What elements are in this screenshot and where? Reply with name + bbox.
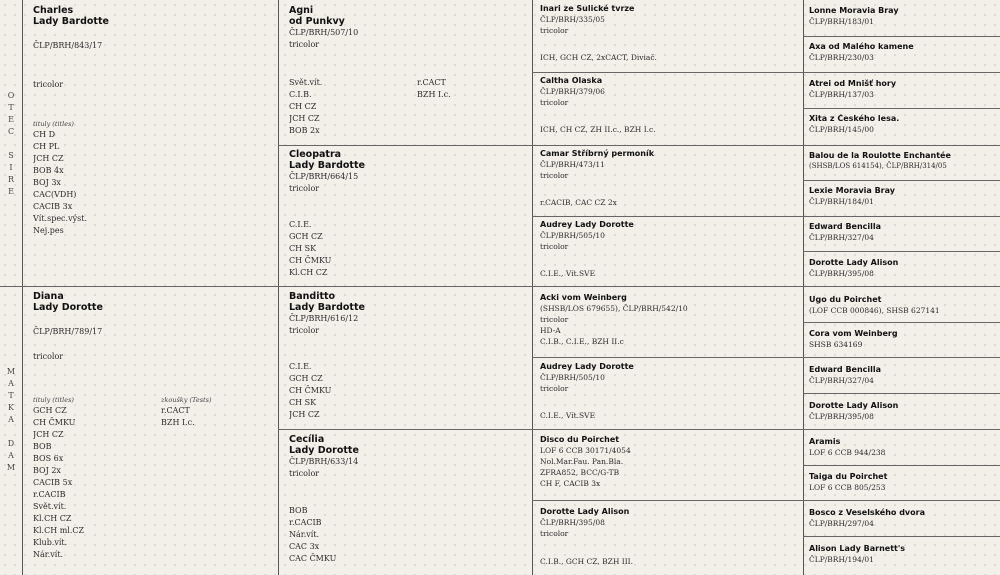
gen4-cell bbox=[809, 544, 997, 572]
dam-title: CACIB 5x bbox=[33, 478, 73, 487]
grandparent-title: CH SK bbox=[289, 244, 317, 253]
ancestor-titles: ICH, GCH CZ, 2xCACT, Diviač. bbox=[540, 53, 657, 62]
gen4-cell bbox=[809, 151, 997, 179]
grandparent-cell bbox=[289, 291, 529, 427]
dam-title: Kl.CH ml.CZ bbox=[33, 526, 85, 535]
great-grandparent-cell bbox=[540, 76, 800, 142]
column-divider bbox=[532, 0, 533, 575]
ancestor-reg: ČLP/BRH/184/01 bbox=[809, 197, 874, 206]
ancestor-reg: ČLP/BRH/327/04 bbox=[809, 376, 874, 385]
sire-cell bbox=[33, 5, 273, 283]
dam-title: Klub.vít. bbox=[33, 538, 68, 547]
ancestor-name: Lonne Moravia Bray bbox=[809, 6, 899, 15]
ancestor-titles: C.I.E., Vít.SVE bbox=[540, 411, 596, 420]
ancestor-reg: ČLP/BRH/183/01 bbox=[809, 17, 874, 26]
ancestor-name: Acki vom Weinberg bbox=[540, 293, 627, 302]
side-letter: E bbox=[8, 187, 14, 196]
ancestor-name: Cora vom Weinberg bbox=[809, 329, 898, 338]
grandparent-title: C.I.E. bbox=[289, 362, 312, 371]
grandparent-title: CAC ČMKU bbox=[289, 554, 337, 563]
great-grandparent-cell bbox=[540, 4, 800, 70]
ancestor-reg: ČLP/BRH/145/00 bbox=[809, 125, 874, 134]
ancestor-name: Axa od Malého kamene bbox=[809, 42, 914, 51]
ancestor-reg: ČLP/BRH/137/03 bbox=[809, 90, 874, 99]
ancestor-name: Audrey Lady Dorotte bbox=[540, 220, 634, 229]
grandparent-titles bbox=[289, 219, 529, 279]
ancestor-titles: C.I.B., GCH CZ, BZH III. bbox=[540, 557, 634, 566]
grandparent-kennel: Lady Dorotte bbox=[289, 445, 359, 456]
side-letter: M bbox=[6, 367, 16, 376]
dam-title: CH ČMKU bbox=[33, 418, 76, 427]
dam-title: GCH CZ bbox=[33, 406, 67, 415]
column-divider bbox=[803, 0, 804, 575]
grandparent-title: CH SK bbox=[289, 398, 317, 407]
dam-title: r.CACIB bbox=[33, 490, 66, 499]
side-letter: A bbox=[8, 379, 14, 388]
dam-title: Nár.vít. bbox=[33, 550, 64, 559]
ancestor-reg: ČLP/BRH/505/10 bbox=[540, 373, 605, 382]
grandparent-reg: ČLP/BRH/616/12 bbox=[289, 314, 359, 323]
row-divider bbox=[803, 180, 1000, 181]
side-letter: R bbox=[7, 175, 15, 184]
ancestor-reg: ČLP/BRH/335/05 bbox=[540, 15, 605, 24]
dam-reg: ČLP/BRH/789/17 bbox=[33, 327, 103, 336]
gen4-cell bbox=[809, 472, 997, 500]
grandparent-name: Cleopatra bbox=[289, 149, 342, 160]
row-divider bbox=[532, 500, 1000, 501]
sire-reg: ČLP/BRH/843/17 bbox=[33, 41, 103, 50]
dam-tests-header: zkoušky (Tests) bbox=[161, 396, 212, 404]
row-divider bbox=[278, 145, 1000, 146]
great-grandparent-cell bbox=[540, 149, 800, 213]
ancestor-name: Balou de la Roulotte Enchantée bbox=[809, 151, 951, 160]
dam-name: Diana bbox=[33, 291, 64, 302]
side-letter: T bbox=[8, 391, 14, 400]
ancestor-name: Camar Stříbrný permoník bbox=[540, 149, 655, 158]
sire-title: Vít.spec.výst. bbox=[33, 214, 87, 223]
dam-test: BZH I.c. bbox=[161, 418, 195, 427]
ancestor-name: Audrey Lady Dorotte bbox=[540, 362, 634, 371]
side-letter: I bbox=[9, 163, 13, 172]
grandparent-test: BZH I.c. bbox=[417, 90, 451, 99]
grandparent-title: CAC 3x bbox=[289, 542, 320, 551]
grandparent-title: JCH CZ bbox=[289, 114, 320, 123]
grandparent-name: Cecília bbox=[289, 434, 325, 445]
ancestor-color: tricolor bbox=[540, 171, 569, 180]
side-letter: D bbox=[7, 439, 15, 448]
ancestor-line: ZFRA852, BCC/G-TB bbox=[540, 468, 620, 477]
grandparent-reg: ČLP/BRH/633/14 bbox=[289, 457, 359, 466]
row-divider bbox=[532, 357, 1000, 358]
ancestor-titles: ICH, CH CZ, ZH II.c., BZH I.c. bbox=[540, 125, 656, 134]
grandparent-titles bbox=[289, 505, 529, 565]
side-letter: C bbox=[7, 127, 15, 136]
ancestor-reg: LOF 6 CCB 805/253 bbox=[809, 483, 886, 492]
great-grandparent-cell bbox=[540, 220, 800, 284]
ancestor-reg: ČLP/BRH/297/04 bbox=[809, 519, 874, 528]
sire-titles-header: tituly (titles) bbox=[33, 120, 74, 128]
ancestor-name: Lexie Moravia Bray bbox=[809, 186, 895, 195]
grandparent-title: Kl.CH CZ bbox=[289, 268, 328, 277]
side-letter: S bbox=[8, 151, 14, 160]
ancestor-name: Ugo du Poirchet bbox=[809, 295, 882, 304]
grandparent-reg: ČLP/BRH/664/15 bbox=[289, 172, 359, 181]
side-spacer bbox=[6, 138, 16, 150]
side-letter: T bbox=[8, 103, 14, 112]
ancestor-color: tricolor bbox=[540, 26, 569, 35]
grandparent-cell bbox=[289, 149, 529, 283]
row-divider bbox=[803, 36, 1000, 37]
grandparent-title: CH ČMKU bbox=[289, 256, 332, 265]
grandparent-title: JCH CZ bbox=[289, 410, 320, 419]
row-divider bbox=[532, 216, 1000, 217]
ancestor-name: Dorotte Lady Alison bbox=[809, 258, 899, 267]
ancestor-name: Atrei od Mnišť hory bbox=[809, 79, 897, 88]
row-divider bbox=[0, 286, 1000, 287]
dam-title: Kl.CH CZ bbox=[33, 514, 72, 523]
grandparent-title: GCH CZ bbox=[289, 232, 323, 241]
sire-title: Nej.pes bbox=[33, 226, 64, 235]
gen4-cell bbox=[809, 186, 997, 214]
sire-title: CAC(VDH) bbox=[33, 190, 77, 199]
sire-title: CH PL bbox=[33, 142, 60, 151]
grandparent-cell bbox=[289, 434, 529, 573]
ancestor-name: Aramis bbox=[809, 437, 841, 446]
gen4-cell bbox=[809, 401, 997, 429]
ancestor-color: tricolor bbox=[540, 98, 569, 107]
ancestor-name: Edward Bencilla bbox=[809, 222, 882, 231]
row-divider bbox=[803, 465, 1000, 466]
great-grandparent-cell bbox=[540, 507, 800, 573]
ancestor-line: Nol.Mar.Fau. Pan.Bla. bbox=[540, 457, 624, 466]
ancestor-name: Alison Lady Barnett's bbox=[809, 544, 906, 553]
dam-title: BOJ 2x bbox=[33, 466, 61, 475]
grandparent-title: r.CACIB bbox=[289, 518, 322, 527]
ancestor-color: tricolor bbox=[540, 242, 569, 251]
gen4-cell bbox=[809, 258, 997, 286]
gen4-cell bbox=[809, 42, 997, 70]
ancestor-titles: C.I.B., C.I.E., BZH II.c bbox=[540, 337, 624, 346]
ancestor-name: Dorotte Lady Alison bbox=[809, 401, 899, 410]
sire-color: tricolor bbox=[33, 80, 64, 89]
gen4-cell bbox=[809, 222, 997, 250]
dam-titles-header: tituly (titles) bbox=[33, 396, 74, 404]
grandparent-title: C.I.B. bbox=[289, 90, 312, 99]
ancestor-titles: CH F, CACIB 3x bbox=[540, 479, 601, 488]
ancestor-reg: ČLP/BRH/395/08 bbox=[540, 518, 605, 527]
ancestor-reg: (SHSB/LOS 679655), ČLP/BRH/542/10 bbox=[540, 304, 688, 313]
gen4-cell bbox=[809, 79, 997, 107]
ancestor-color: tricolor bbox=[540, 529, 569, 538]
dam-side-label bbox=[6, 366, 16, 474]
dam-tests bbox=[161, 395, 212, 429]
grandparent-cell bbox=[289, 5, 529, 143]
grandparent-kennel: Lady Bardotte bbox=[289, 160, 365, 171]
great-grandparent-cell bbox=[540, 435, 800, 497]
grandparent-test: r.CACT bbox=[417, 78, 446, 87]
gen4-cell bbox=[809, 365, 997, 393]
ancestor-color: tricolor bbox=[540, 384, 569, 393]
ancestor-reg: (LOF CCB 000846), SHSB 627141 bbox=[809, 306, 940, 315]
grandparent-title: CH ČMKU bbox=[289, 386, 332, 395]
side-letter: E bbox=[8, 115, 14, 124]
side-spacer bbox=[6, 426, 16, 438]
dam-test: r.CACT bbox=[161, 406, 190, 415]
gen4-cell bbox=[809, 329, 997, 357]
dam-title: BOB bbox=[33, 442, 52, 451]
ancestor-reg: ČLP/BRH/505/10 bbox=[540, 231, 605, 240]
ancestor-name: Xita z Českého lesa. bbox=[809, 114, 900, 123]
sire-title: BOB 4x bbox=[33, 166, 64, 175]
dam-color: tricolor bbox=[33, 352, 64, 361]
ancestor-name: Disco du Poirchet bbox=[540, 435, 620, 444]
side-letter: O bbox=[7, 91, 15, 100]
grandparent-titles bbox=[289, 77, 529, 137]
dam-title: BOS 6x bbox=[33, 454, 64, 463]
gen4-cell bbox=[809, 6, 997, 34]
row-divider bbox=[278, 429, 1000, 430]
ancestor-reg: ČLP/BRH/194/01 bbox=[809, 555, 874, 564]
grandparent-name: Banditto bbox=[289, 291, 336, 302]
ancestor-titles: r.CACIB, CAC CZ 2x bbox=[540, 198, 617, 207]
ancestor-reg: ČLP/BRH/327/04 bbox=[809, 233, 874, 242]
grandparent-kennel: Lady Bardotte bbox=[289, 302, 365, 313]
ancestor-reg: ČLP/BRH/473/11 bbox=[540, 160, 605, 169]
row-divider bbox=[532, 72, 1000, 73]
dam-cell bbox=[33, 291, 273, 573]
grandparent-reg: ČLP/BRH/507/10 bbox=[289, 28, 359, 37]
ancestor-name: Inari ze Sulické tvrze bbox=[540, 4, 635, 13]
ancestor-color: tricolor bbox=[540, 315, 569, 324]
ancestor-reg: ČLP/BRH/230/03 bbox=[809, 53, 874, 62]
sire-side-label bbox=[6, 90, 16, 198]
side-letter: M bbox=[6, 463, 16, 472]
great-grandparent-cell bbox=[540, 362, 800, 426]
grandparent-title: GCH CZ bbox=[289, 374, 323, 383]
grandparent-color: tricolor bbox=[289, 469, 320, 478]
dam-title: JCH CZ bbox=[33, 430, 64, 439]
side-letter: K bbox=[8, 403, 14, 412]
gen4-cell bbox=[809, 437, 997, 465]
grandparent-title: Svět.vít. bbox=[289, 78, 323, 87]
gen4-cell bbox=[809, 114, 997, 142]
row-divider bbox=[803, 393, 1000, 394]
grandparent-color: tricolor bbox=[289, 40, 320, 49]
sire-title: BOJ 3x bbox=[33, 178, 61, 187]
ancestor-name: Taiga du Poirchet bbox=[809, 472, 888, 481]
ancestor-reg: SHSB 634169 bbox=[809, 340, 863, 349]
grandparent-name: Agni bbox=[289, 5, 314, 16]
ancestor-reg: ČLP/BRH/395/08 bbox=[809, 412, 874, 421]
ancestor-reg: LOF 6 CCB 30171/4054 bbox=[540, 446, 631, 455]
grandparent-color: tricolor bbox=[289, 184, 320, 193]
grandparent-color: tricolor bbox=[289, 326, 320, 335]
ancestor-titles: C.I.E., Vít.SVE bbox=[540, 269, 596, 278]
sire-kennel: Lady Bardotte bbox=[33, 16, 109, 27]
column-divider bbox=[22, 0, 23, 575]
gen4-cell bbox=[809, 508, 997, 536]
ancestor-reg: (SHSB/LOS 614154), ČLP/BRH/314/05 bbox=[809, 162, 947, 170]
gen4-cell bbox=[809, 295, 997, 323]
sire-title: JCH CZ bbox=[33, 154, 64, 163]
great-grandparent-cell bbox=[540, 293, 800, 355]
grandparent-titles bbox=[289, 361, 529, 421]
ancestor-name: Bosco z Veselského dvora bbox=[809, 508, 925, 517]
grandparent-tests bbox=[417, 77, 451, 101]
dam-title: Svět.vít. bbox=[33, 502, 67, 511]
ancestor-reg: ČLP/BRH/379/06 bbox=[540, 87, 605, 96]
dam-titles-block bbox=[33, 395, 273, 561]
grandparent-title: Nár.vít. bbox=[289, 530, 320, 539]
ancestor-reg: ČLP/BRH/395/08 bbox=[809, 269, 874, 278]
grandparent-kennel: od Punkvy bbox=[289, 16, 345, 27]
ancestor-name: Edward Bencilla bbox=[809, 365, 882, 374]
side-letter: A bbox=[8, 451, 14, 460]
sire-title: CH D bbox=[33, 130, 56, 139]
ancestor-health: HD-A bbox=[540, 326, 561, 335]
side-letter: A bbox=[8, 415, 14, 424]
row-divider bbox=[803, 108, 1000, 109]
grandparent-title: BOB bbox=[289, 506, 308, 515]
row-divider bbox=[803, 251, 1000, 252]
grandparent-title: BOB 2x bbox=[289, 126, 320, 135]
sire-name: Charles bbox=[33, 5, 74, 16]
grandparent-title: CH CZ bbox=[289, 102, 317, 111]
ancestor-name: Dorotte Lady Alison bbox=[540, 507, 630, 516]
dam-kennel: Lady Dorotte bbox=[33, 302, 103, 313]
ancestor-name: Caltha Olaska bbox=[540, 76, 603, 85]
ancestor-reg: LOF 6 CCB 944/238 bbox=[809, 448, 886, 457]
grandparent-title: C.I.E. bbox=[289, 220, 312, 229]
sire-title: CACIB 3x bbox=[33, 202, 73, 211]
row-divider bbox=[803, 536, 1000, 537]
column-divider bbox=[278, 0, 279, 575]
